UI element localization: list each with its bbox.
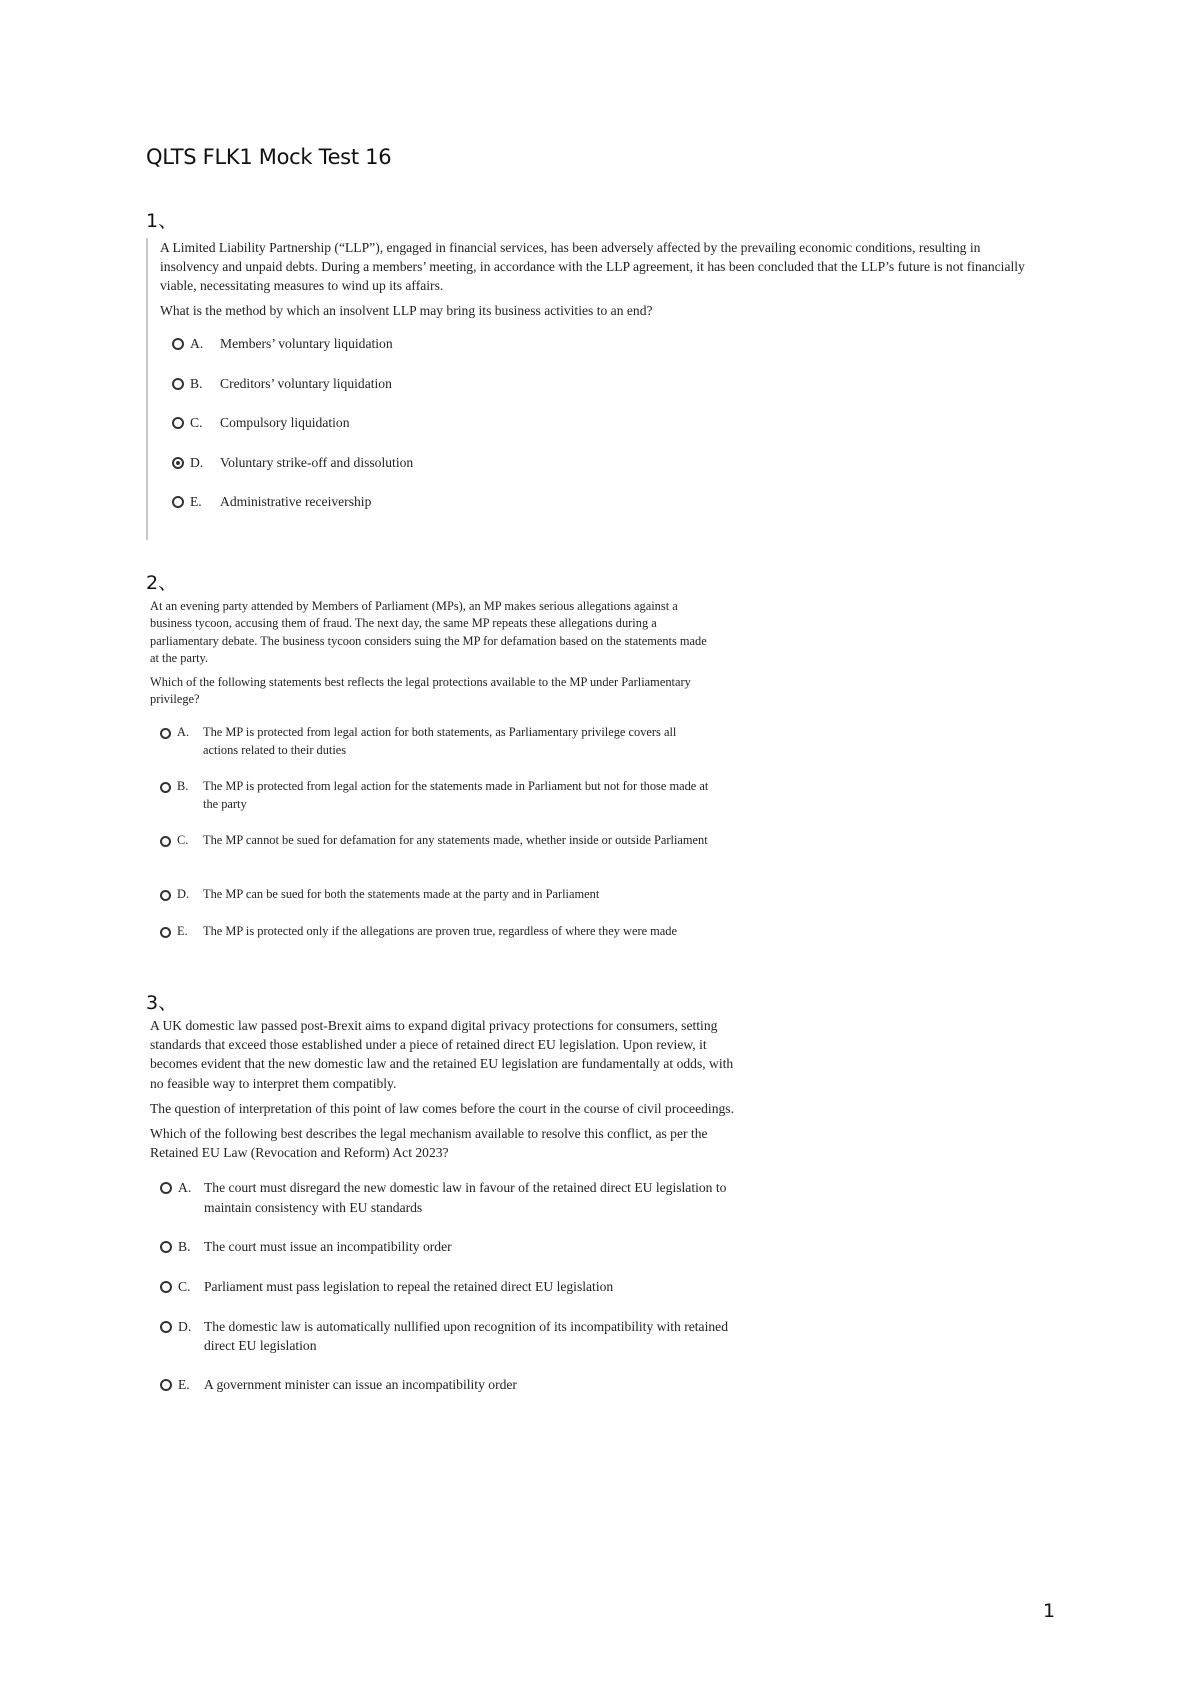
- question-1-number: 1、: [146, 210, 178, 232]
- option-text: Compulsory liquidation: [220, 415, 350, 430]
- question-2-option-c[interactable]: [160, 832, 710, 868]
- option-letter: D.: [190, 454, 204, 470]
- question-3-option-a[interactable]: [160, 1178, 740, 1216]
- radio-unchecked-icon[interactable]: [160, 1281, 172, 1293]
- option-text: The court must disregard the new domestic law in favour of the retained direct EU legislation to maintain consistency with EU standards: [204, 1180, 727, 1215]
- option-text: The domestic law is automatically nullified upon recognition of its incompatibility with retained direct EU legislation: [204, 1318, 728, 1354]
- option-letter: B.: [190, 375, 203, 391]
- question-3-option-e[interactable]: [160, 1375, 740, 1395]
- question-2-option-d[interactable]: [160, 886, 710, 904]
- option-letter: E.: [190, 494, 202, 509]
- option-text: Voluntary strike-off and dissolution: [220, 454, 414, 470]
- option-letter: A.: [178, 1180, 192, 1196]
- option-text: Parliament must pass legislation to repeal the retained direct EU legislation: [204, 1278, 614, 1294]
- option-letter: E.: [178, 1377, 190, 1393]
- question-3-prompt: Which of the following best describes the legal mechanism available to resolve this conflict, as per the Retained EU Law (Revocation and Reform) Act 2023?: [150, 1126, 708, 1161]
- question-1-block: [146, 238, 1026, 540]
- radio-unchecked-icon[interactable]: [160, 890, 171, 901]
- radio-unchecked-icon[interactable]: [160, 1241, 172, 1253]
- question-3-number: 3、: [146, 992, 178, 1014]
- question-3-stem: A UK domestic law passed post-Brexit aims to expand digital privacy protections for consumers, setting standards that exceed those established under a piece of retained direct EU legislation. Upon review, it becomes evident that the new domestic law and the retained EU legislation are fundamentally at odds, with no feasible way to interpret them compatibly.: [150, 1018, 734, 1091]
- document-title: QLTS FLK1 Mock Test 16: [146, 145, 392, 169]
- question-1-stem: A Limited Liability Partnership (“LLP”), engaged in financial services, has been adversely affected by the prevailing economic conditions, resulting in insolvency and unpaid debts. During a members’ meeting, in accordance with the LLP agreement, it has been concluded that the LLP’s future is not financially viable, necessitating measures to wind up its affairs.: [160, 240, 1025, 293]
- option-text: The MP is protected from legal action for both statements, as Parliamentary privilege covers all actions related to their duties: [203, 725, 677, 757]
- option-letter: D.: [177, 887, 190, 902]
- question-2-option-a[interactable]: [160, 724, 710, 760]
- radio-unchecked-icon[interactable]: [172, 378, 184, 390]
- option-letter: C.: [190, 415, 203, 430]
- radio-unchecked-icon[interactable]: [172, 417, 184, 429]
- option-letter: A.: [177, 725, 190, 740]
- radio-unchecked-icon[interactable]: [172, 338, 184, 350]
- question-1-prompt: What is the method by which an insolvent LLP may bring its business activities to an end?: [160, 303, 653, 318]
- question-2-number: 2、: [146, 572, 178, 594]
- option-letter: C.: [177, 833, 189, 848]
- page-number: 1: [1043, 1600, 1056, 1622]
- option-text: Creditors’ voluntary liquidation: [220, 375, 392, 391]
- radio-unchecked-icon[interactable]: [160, 836, 171, 847]
- option-letter: D.: [178, 1318, 192, 1334]
- option-text: The MP is protected from legal action for the statements made in Parliament but not for those made at the party: [203, 779, 709, 811]
- radio-unchecked-icon[interactable]: [160, 927, 171, 938]
- question-1-option-a[interactable]: [172, 334, 1026, 374]
- radio-unchecked-icon[interactable]: [160, 1182, 172, 1194]
- question-1-option-e[interactable]: [172, 492, 1026, 532]
- question-2-block: [150, 598, 710, 977]
- question-2-prompt: Which of the following statements best reflects the legal protections available to the MP under Parliamentary privilege?: [150, 674, 691, 707]
- question-3-block: [150, 1016, 740, 1415]
- question-2-stem: At an evening party attended by Members of Parliament (MPs), an MP makes serious allegations against a business tycoon, accusing them of fraud. The next day, the same MP repeats these allegations during a parliamentary debate. The business tycoon considers suing the MP for defamation based on the statements made at the party.: [150, 599, 707, 666]
- radio-checked-icon[interactable]: [172, 457, 184, 469]
- option-text: A government minister can issue an incompatibility order: [204, 1377, 517, 1393]
- option-text: The court must issue an incompatibility order: [204, 1238, 452, 1254]
- question-3-option-b[interactable]: [160, 1237, 740, 1257]
- question-3-options: [160, 1178, 740, 1395]
- option-text: Members’ voluntary liquidation: [220, 336, 393, 351]
- question-3-option-c[interactable]: [160, 1277, 740, 1297]
- option-letter: B.: [177, 779, 189, 794]
- option-text: Administrative receivership: [220, 494, 372, 509]
- radio-unchecked-icon[interactable]: [172, 496, 184, 508]
- radio-unchecked-icon[interactable]: [160, 1321, 172, 1333]
- option-text: The MP can be sued for both the statements made at the party and in Parliament: [203, 887, 600, 902]
- question-2-option-b[interactable]: [160, 778, 710, 814]
- question-1-option-c[interactable]: [172, 413, 1026, 453]
- radio-unchecked-icon[interactable]: [160, 782, 171, 793]
- radio-unchecked-icon[interactable]: [160, 728, 171, 739]
- question-1-options: [172, 334, 1026, 532]
- question-3-context: The question of interpretation of this point of law comes before the court in the course of civil proceedings.: [150, 1100, 734, 1116]
- option-text: The MP cannot be sued for defamation for any statements made, whether inside or outside Parliament: [203, 833, 708, 848]
- question-1-option-b[interactable]: [172, 374, 1026, 414]
- question-1-option-d[interactable]: [172, 453, 1026, 493]
- option-letter: C.: [178, 1278, 191, 1294]
- radio-unchecked-icon[interactable]: [160, 1379, 172, 1391]
- question-2-options: [160, 724, 710, 959]
- option-letter: A.: [190, 336, 204, 351]
- option-text: The MP is protected only if the allegations are proven true, regardless of where they were made: [203, 924, 677, 939]
- option-letter: B.: [178, 1238, 191, 1254]
- question-2-option-e[interactable]: [160, 923, 710, 959]
- question-3-option-d[interactable]: [160, 1317, 740, 1355]
- option-letter: E.: [177, 924, 188, 939]
